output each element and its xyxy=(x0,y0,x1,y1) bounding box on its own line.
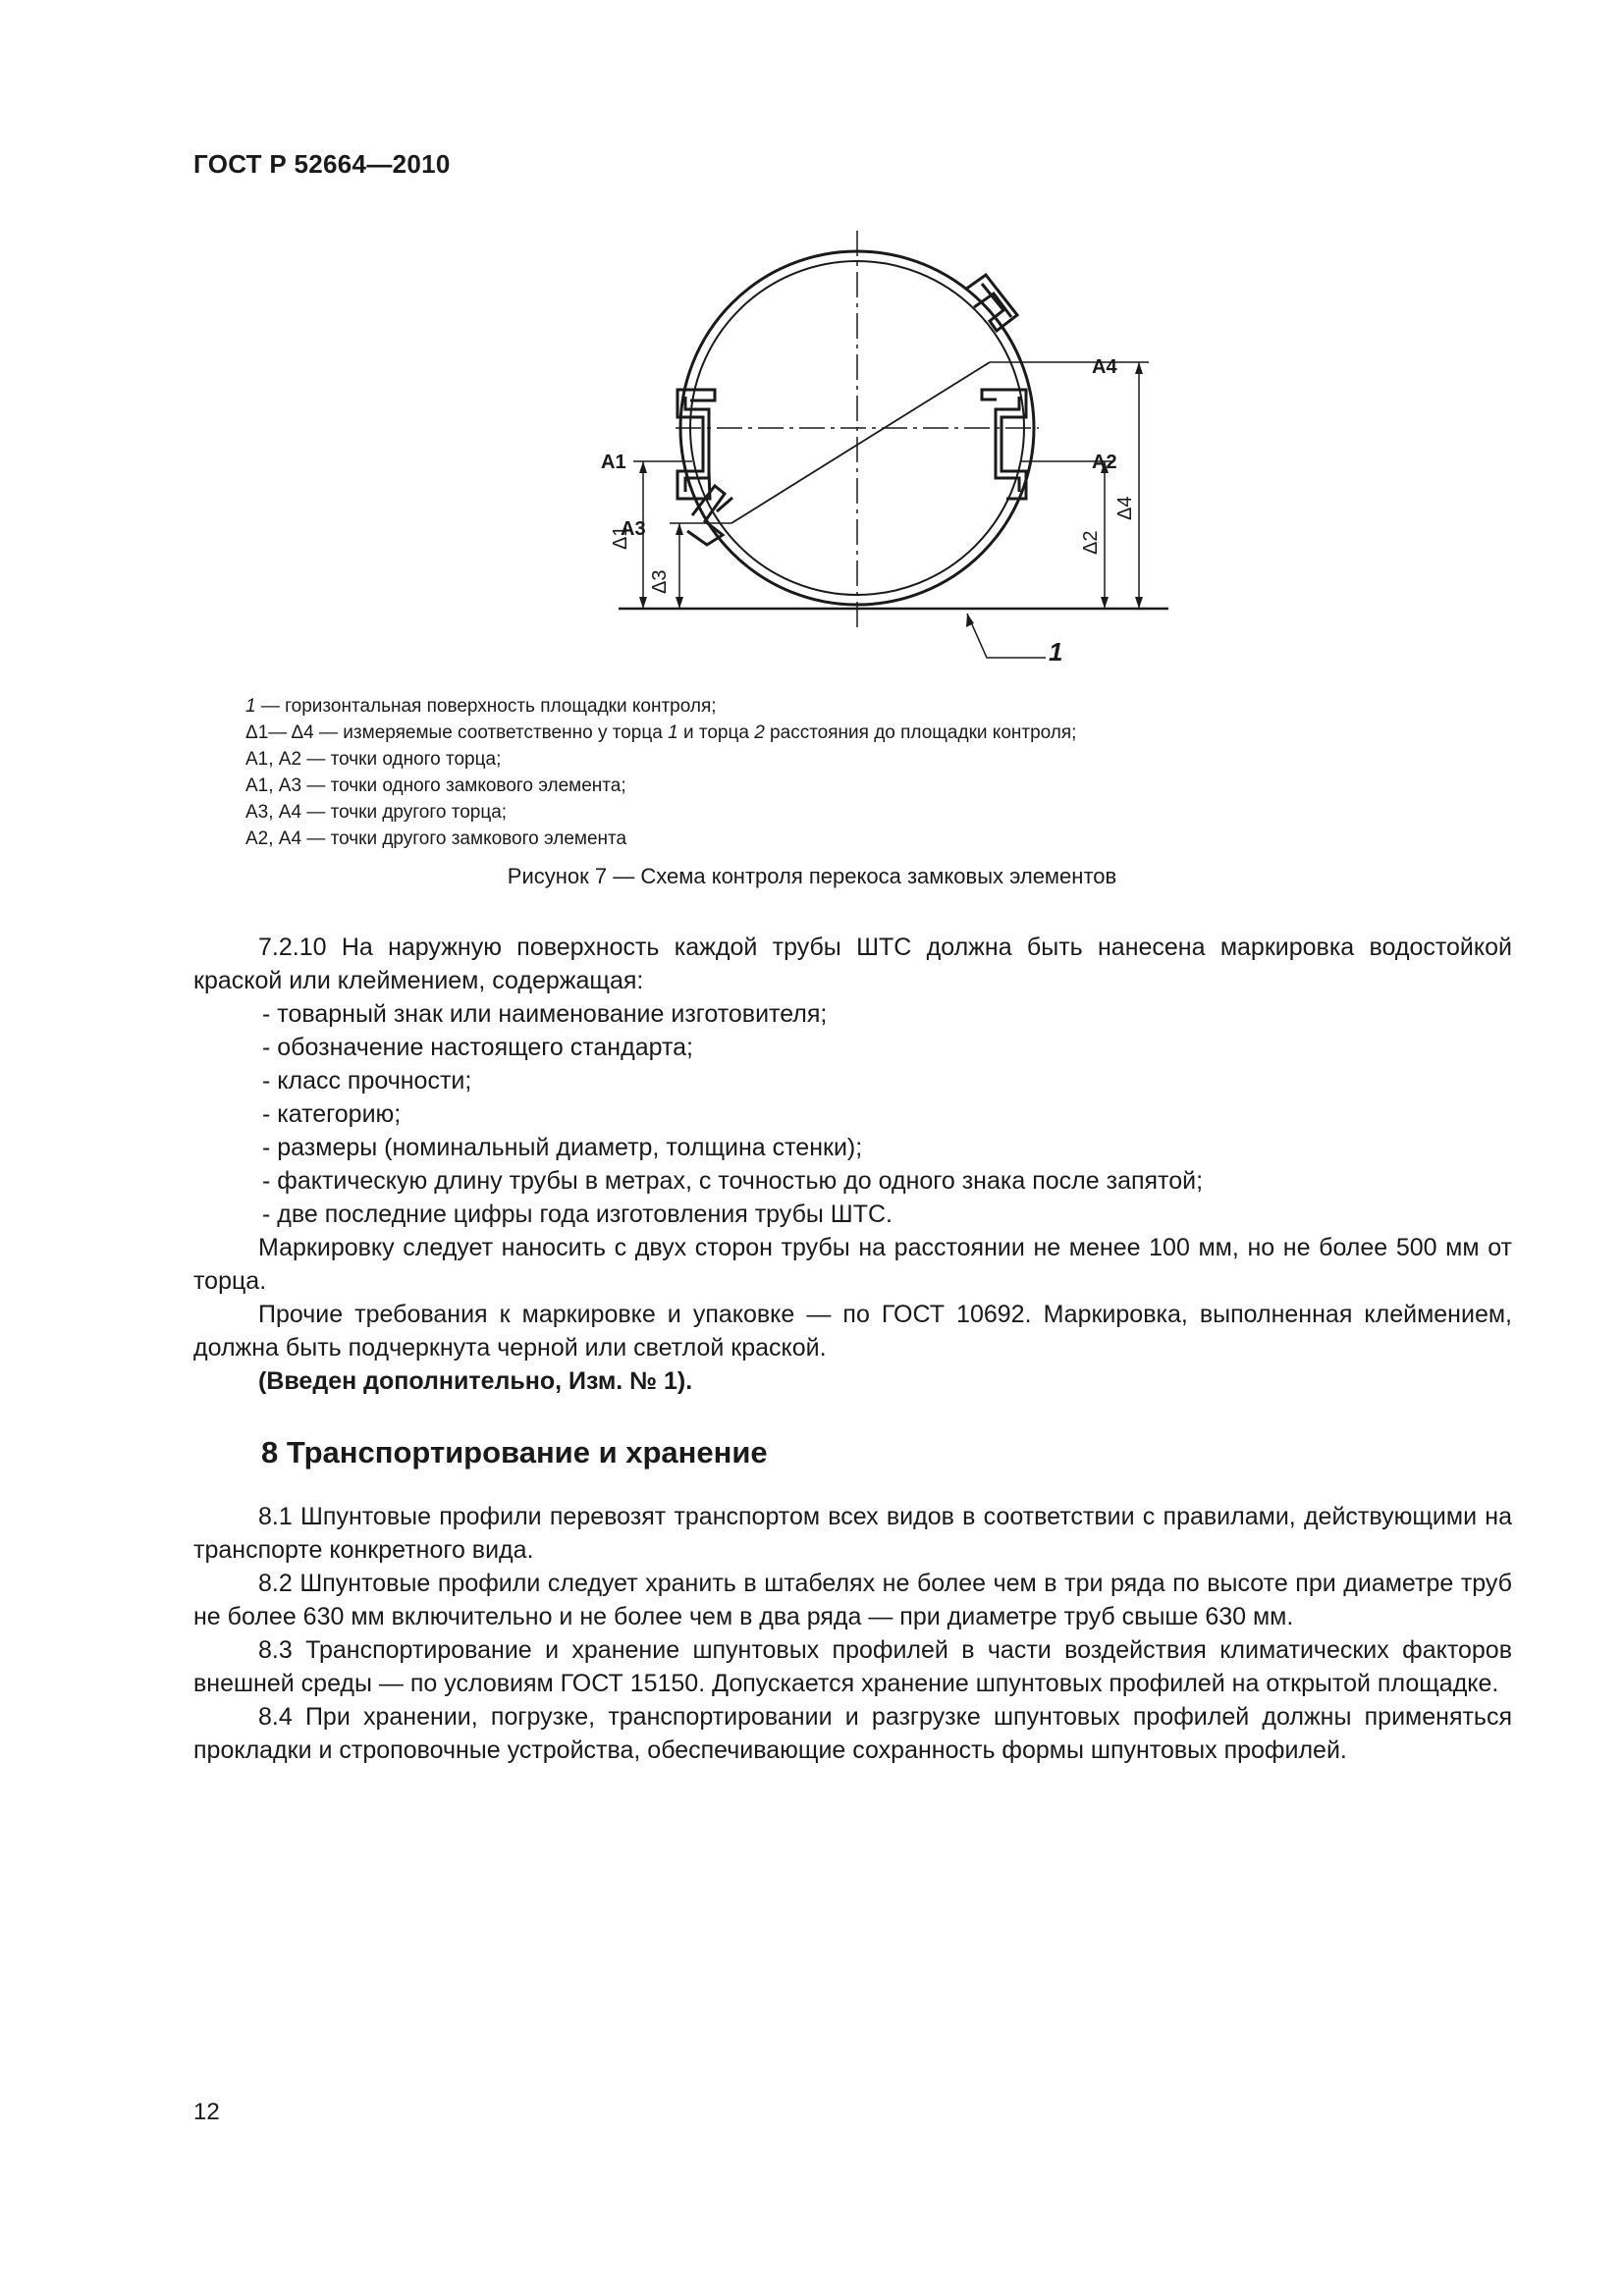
paragraph-8-1: 8.1 Шпунтовые профили перевозят транспортом всех видов в соответствии с правилами, действующими на транспорте конкретного вида. xyxy=(193,1503,1512,1564)
paragraph-7-2-10: 7.2.10 На наружную поверхность каждой трубы ШТС должна быть нанесена маркировка водостойкой краской или клеймением, содержащая: xyxy=(193,934,1512,994)
section-8-text xyxy=(193,1500,1512,1767)
legend-item: А3, А4 — точки другого торца; xyxy=(245,802,508,823)
document-header: ГОСТ Р 52664—2010 xyxy=(193,149,451,179)
label-a2: A2 xyxy=(1092,452,1117,473)
paragraph-8-3: 8.3 Транспортирование и хранение шпунтовых профилей в части воздействия климатических факторов внешней среды — по условиям ГОСТ 15150. Допускается хранение шпунтовых профилей на открытой площадке. xyxy=(193,1636,1512,1697)
paragraph-8-4: 8.4 При хранении, погрузке, транспортировании и разгрузке шпунтовых профилей должны применяться прокладки и строповочные устройства, обеспечивающие сохранность формы шпунтовых профилей. xyxy=(193,1703,1512,1764)
label-delta2: Δ2 xyxy=(1080,530,1102,555)
legend-item: А1, А2 — точки одного торца; xyxy=(245,749,502,770)
skew-line xyxy=(731,362,990,523)
label-a4: A4 xyxy=(1092,356,1117,378)
label-delta1: Δ1 xyxy=(610,525,631,550)
section-7-text xyxy=(193,931,1512,1398)
legend-item: Δ1— Δ4 — измеряемые соответственно у торца 1 и торца 2 расстояния до площадки контроля; xyxy=(245,722,1077,743)
right-lock-element xyxy=(982,390,1026,499)
list-item: - категорию; xyxy=(262,1100,402,1128)
paragraph-marking-placement: Маркировку следует наносить с двух сторон трубы на расстоянии не менее 100 мм, но не более 500 мм от торца. xyxy=(193,1234,1512,1295)
right-lock-upper xyxy=(965,275,1017,331)
label-delta3: Δ3 xyxy=(649,569,671,594)
section-8-title: 8 Транспортирование и хранение xyxy=(261,1435,768,1469)
label-a3: A3 xyxy=(621,518,646,540)
label-surface-1: 1 xyxy=(1049,637,1063,667)
page-number: 12 xyxy=(193,2099,220,2125)
legend-item: А1, А3 — точки одного замкового элемента; xyxy=(245,775,626,796)
list-item: - фактическую длину трубы в метрах, с точностью до одного знака после запятой; xyxy=(262,1167,1204,1195)
list-item: - две последние цифры года изготовления трубы ШТС. xyxy=(262,1201,893,1228)
list-item: - размеры (номинальный диаметр, толщина стенки); xyxy=(262,1134,863,1161)
legend-item: А2, А4 — точки другого замкового элемента xyxy=(245,828,627,849)
pipe-skew-diagram-svg xyxy=(550,221,1198,682)
list-item: - товарный знак или наименование изготовителя; xyxy=(262,1000,828,1028)
paragraph-other-requirements: Прочие требования к маркировке и упаковке — по ГОСТ 10692. Маркировка, выполненная клеймением, должна быть подчеркнута черной или светлой краской. xyxy=(193,1301,1512,1362)
figure-legend xyxy=(245,693,1326,852)
figure-7-diagram xyxy=(550,221,1198,682)
figure-caption: Рисунок 7 — Схема контроля перекоса замковых элементов xyxy=(507,864,1117,888)
list-item: - обозначение настоящего стандарта; xyxy=(262,1034,693,1061)
paragraph-8-2: 8.2 Шпунтовые профили следует хранить в штабелях не более чем в три ряда по высоте при диаметре труб не более 630 мм включительно и не более чем в два ряда — при диаметре труб свыше 630 мм. xyxy=(193,1570,1512,1630)
label-delta4: Δ4 xyxy=(1114,496,1136,520)
label-a1: A1 xyxy=(601,452,626,473)
amendment-note: (Введен дополнительно, Изм. № 1). xyxy=(258,1367,693,1395)
list-item: - класс прочности; xyxy=(262,1067,472,1095)
legend-item: 1 — горизонтальная поверхность площадки контроля; xyxy=(245,696,717,717)
